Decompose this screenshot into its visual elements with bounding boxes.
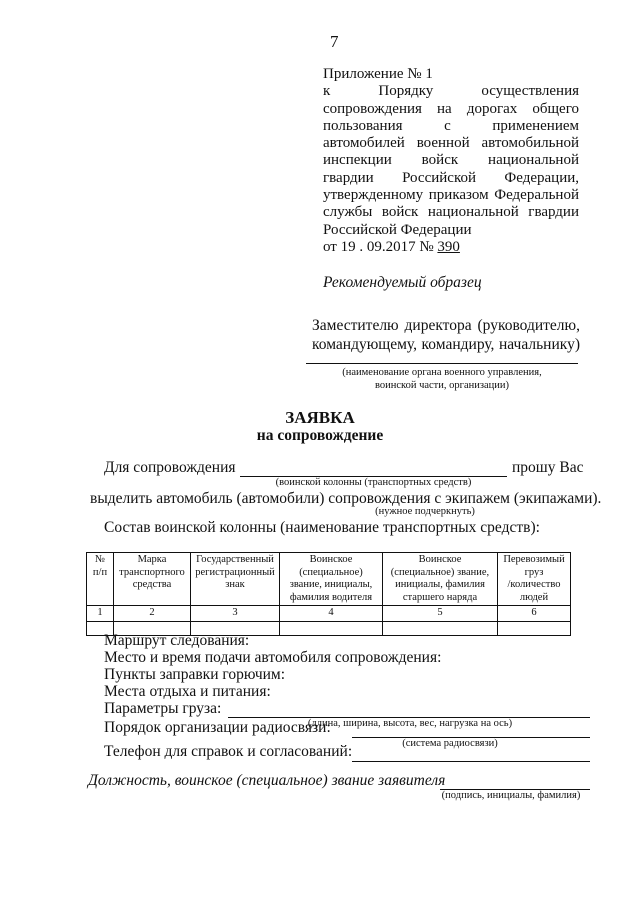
column-hint: (воинской колонны (транспортных средств)	[275, 477, 472, 488]
header-driver	[280, 553, 383, 606]
header-text: Воинское	[309, 554, 353, 565]
header-text: средства	[132, 579, 172, 590]
cargo-hint: (длина, ширина, высота, вес, нагрузка на ось)	[307, 718, 513, 729]
cargo-label: Параметры груза:	[104, 700, 222, 717]
addressee-hint-line-2: воинской части, организации)	[374, 380, 510, 391]
header-text: Марка	[137, 554, 167, 565]
request-line-2: выделить автомобиль (автомобили) сопровождения с экипажем (экипажами).	[90, 490, 602, 507]
header-number	[87, 553, 114, 606]
appendix-line: гвардии Российской Федерации,	[323, 169, 579, 186]
column-number: 6	[498, 606, 571, 622]
header-text: фамилия водителя	[289, 591, 373, 603]
place-time-label: Место и время подачи автомобиля сопровождения:	[104, 649, 442, 666]
header-cargo	[498, 553, 571, 606]
radio-label: Порядок организации радиосвязи:	[104, 719, 331, 736]
header-text: груз	[524, 566, 544, 578]
radio-hint: (система радиосвязи)	[402, 738, 498, 749]
route-label: Маршрут следования:	[104, 632, 250, 649]
header-text: инициалы, фамилия	[395, 579, 485, 590]
appendix-line: к Порядку осуществления	[323, 83, 579, 100]
header-text: старшего наряда	[402, 591, 478, 603]
appendix-date-prefix: от 19 . 09.2017 №	[323, 238, 438, 255]
table-cell[interactable]	[383, 621, 498, 635]
header-text: п/п	[92, 566, 108, 578]
appendix-line: пользования с применением	[323, 117, 579, 134]
appendix-line: Российской Федерации	[323, 221, 472, 238]
header-text: (специальное) звание,	[390, 566, 490, 578]
appendix-line: службы войск национальной гвардии	[323, 204, 579, 221]
header-text: регистрационный	[195, 566, 275, 578]
header-text: №	[94, 554, 106, 565]
appendix-line: автомобилей военной автомобильной	[323, 135, 579, 152]
order-number: 390	[437, 238, 460, 255]
header-text: транспортного	[119, 566, 185, 578]
page-number: 7	[330, 32, 339, 51]
addressee-hint-line-1: (наименование органа военного управления,	[342, 367, 542, 378]
table-cell[interactable]	[280, 621, 383, 635]
addressee-hint	[306, 366, 578, 392]
header-text: (специальное)	[299, 566, 363, 578]
header-text: звание, инициалы,	[289, 579, 373, 590]
sample-label: Рекомендуемый образец	[323, 274, 482, 291]
addressee-underline	[306, 362, 578, 364]
addressee-line-1: Заместителю директора (руководителю,	[312, 317, 580, 334]
header-text: людей	[519, 591, 549, 603]
header-text: Государственный	[196, 554, 274, 565]
fuel-label: Пункты заправки горючим:	[104, 666, 286, 683]
rest-label: Места отдыха и питания:	[104, 683, 271, 700]
addressee-block	[312, 316, 580, 354]
column-number: 5	[383, 606, 498, 622]
signature-hint: (подпись, инициалы, фамилия)	[441, 790, 581, 801]
signature-label: Должность, воинское (специальное) звание заявителя	[88, 772, 446, 789]
request-suffix: прошу Вас	[512, 459, 584, 476]
phone-underline[interactable]	[352, 760, 590, 762]
column-number: 2	[114, 606, 191, 622]
addressee-line-2: командующему, командиру, начальнику)	[312, 336, 580, 353]
table-header-row	[87, 553, 571, 606]
vehicles-table	[86, 552, 571, 636]
header-plate	[191, 553, 280, 606]
header-brand	[114, 553, 191, 606]
column-number: 1	[87, 606, 114, 622]
header-text: Воинское	[418, 554, 462, 565]
header-text: /количество	[507, 579, 561, 590]
composition-label: Состав воинской колонны (наименование транспортных средств):	[104, 519, 540, 536]
appendix-line: Приложение № 1	[323, 66, 433, 82]
appendix-line: инспекции войск национальной	[323, 152, 579, 169]
appendix-line: утвержденному приказом Федеральной	[323, 187, 579, 204]
appendix-block	[323, 66, 579, 256]
request-prefix: Для сопровождения	[104, 459, 236, 476]
column-number: 3	[191, 606, 280, 622]
underline-hint: (нужное подчеркнуть)	[375, 506, 475, 517]
phone-label: Телефон для справок и согласований:	[104, 743, 353, 760]
doc-subtitle: на сопровождение	[256, 427, 384, 444]
header-text: Перевозимый	[503, 554, 565, 565]
appendix-line: сопровождения на дорогах общего	[323, 100, 579, 117]
doc-title: ЗАЯВКА	[285, 408, 355, 427]
header-text: знак	[225, 579, 245, 590]
appendix-date	[323, 239, 579, 256]
header-senior	[383, 553, 498, 606]
table-number-row	[87, 606, 571, 622]
table-cell[interactable]	[498, 621, 571, 635]
column-number: 4	[280, 606, 383, 622]
